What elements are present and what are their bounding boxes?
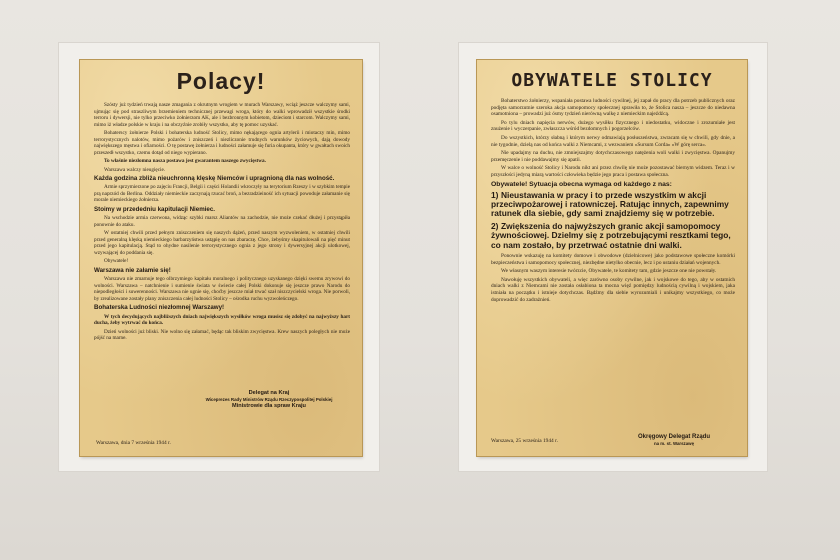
- right-poster-date: Warszawa, 25 września 1944 r.: [491, 438, 558, 444]
- right-poster-title: OBYWATELE STOLICY: [511, 70, 713, 91]
- right-heading-citizens: Obywatele! Sytuacja obecna wymaga od każdego z nas:: [491, 180, 672, 188]
- left-paragraph-8: Obywatele!: [104, 258, 129, 265]
- right-poster: [477, 60, 747, 456]
- right-signature-line-1: Okręgowy Delegat Rządu: [637, 434, 711, 440]
- left-paragraph-11: Dzień wolności już bliski. Nie wolno się załamać, będąc tak bliskim zwycięstwa. Krew naszych poległych nie może pójść na marne.: [94, 328, 350, 342]
- right-paragraph-4: Nie upadajmy na duchu, nie zmniejszajmy dotychczasowego natężenia woli walki i zwycięstwa. Opanujmy przemęczenie i nie poddawajmy się apatii.: [491, 150, 735, 163]
- right-list-item-2-text: Zwiększenia do najwyższych granic akcji samopomocy żywnościowej. Dzielmy się z potrzebującymi resztkami tego, co nam zostało, by przetrwać ostatnie dni walki.: [491, 220, 731, 250]
- right-paragraph-1: Bohaterstwo żołnierzy, wspaniała postawa ludności cywilnej, jej zapał do pracy dla potrzeb publicznych oraz podjęta samorzutnie szeroka akcja samopomocy społecznej sprawiła to, że Stolica nasza – jeszcze do niedawna osamotniona – prowadzi już ósmy tydzień nierówną walkę z niemieckim najeźdźcą.: [491, 98, 735, 118]
- right-signature-block: [619, 434, 729, 447]
- right-paragraph-5: W walce o wolność Stolicy i Narodu nikt ani przez chwilę nie może pozostawać biernym widzem. Teraz i w przyszłości jedyną miarą wartości człowieka będzie jego praca i postawa społeczna.: [491, 165, 735, 178]
- left-paragraph-2: Bohaterscy żołnierze Polski i bohaterska ludność Stolicy, mimo nękającego ognia artylerii i miotaczy min, mimo terrorystycznych nalotów, mimo pożarów i zniszczeń i niezliczonie trudnych warunków życiowych, dają dowody największego męstwa i ofiarności. O tę postawę żołnierza i ludności załamuje się furia okupanta, który w gwałtach swoich przeszedł wszystko, czemu dotąd od niego wypierano.: [94, 130, 350, 156]
- left-heading-warsaw-will-not-break: Warszawa nie załamie się!: [94, 266, 171, 274]
- left-signature-line-3: Ministrowie dla spraw Kraju: [232, 403, 306, 409]
- right-list-item-2: [491, 222, 735, 250]
- right-list-item-1: [491, 191, 735, 219]
- left-paragraph-3: To właśnie niezłomna nasza postawa jest gwarantem naszego zwycięstwa.: [104, 158, 266, 164]
- right-paragraph-2: Po tylu dniach napięcia nerwów, dużego wysiłku fizycznego i niedostatku, widoczne i zrozumiałe jest znużenie i wyczerpanie, zwłaszcza wśród bezdomnych i pogorzelców.: [491, 119, 735, 133]
- right-list-item-1-text: Nieustawania w pracy i to przede wszystkim w akcji przeciwpożarowej i ratowniczej. Ratując innych, zapewnimy ratunek dla siebie, gdy sami znajdziemy się w potrzebie.: [491, 189, 729, 219]
- left-paragraph-10: W tych decydujących najbliższych dniach największych wysiłków wroga musisz się zdobyć na najwyższy hart ducha, żeby wytrwać do końca.: [94, 313, 350, 327]
- left-paragraph-5: Armie sprzymierzone po zajęciu Francji, Belgii i części Holandii wkroczyły na terytorium Rzeszy i w szybkim tempie prą naprzód do Berlina. Oddziały niemieckie zaczynają rzucać broń, a bezradzieiność ich sytuacji powoduje załamanie się morale niemieckiego żołnierza.: [94, 184, 350, 204]
- left-poster: [80, 60, 362, 456]
- left-poster-title: Polacy!: [176, 68, 266, 94]
- left-paragraph-9: Warszawa nie zmarnuje tego olbrzymiego kapitału moralnego i politycznego uzyskanego dzięki swemu zrywowi do wolności. Warszawa – natchnienie i sumienie świata w świecie całej Polski dokonuje się jeszcze prawo Narodu do niepodległości i suwerenności. Warszawa nie ugnie się, choćby jeszcze miał trwać szał niszczycielski wroga. Nie porwoli, by zrealizowane zostały plany zniszczenia całej ludności Stolicy – ośrodka ruchu wyzwoleńczego.: [94, 276, 350, 302]
- right-paragraph-7: We własnym waszym interesie twórzcie, Obywatele, te komitety tam, gdzie jeszcze one nie powstały.: [501, 268, 717, 275]
- right-paragraph-6: Ponownie wskazuję na komitety domowe i obwodowe (dzielnicowe) jako podstawowe społeczne komórki bezpieczeństwa i samopomocy społecznej, niezbędne nietylko obecnie, lecz i po ustaniu działań wojennych.: [491, 252, 735, 266]
- left-signature-block: [194, 390, 344, 410]
- left-signature-line-1: Delegat na Kraj: [248, 390, 290, 396]
- left-paragraph-7: W ostatniej chwili przed pełnym zniszczeniem się naszych dążeń, przed naszym wyzwoleniem, w ostatniej chwili przed generalną klęską niemieckiego barbarzyństwa ustąpię on nas zbaraczę. Chce, żebyśmy skapitulowali na pięć minut przed jego kapitulacją. Stąd to ohydne nasilenie terrorystycznego ognia z jego strony i dywersyjnej akcji ulotkowej, wzywającej do poddania się.: [94, 230, 350, 256]
- right-list-item-1-number: 1): [491, 189, 499, 200]
- left-heading-heroic-population: Bohaterska Ludności niezłomnej Warszawy!: [94, 304, 225, 312]
- left-heading-capitulation: Stoimy w przededniu kapitulacji Niemiec.: [94, 205, 216, 213]
- left-paragraph-1: Szósty już tydzień trwają nasze zmagania z okrutnym wrogiem w murach Warszawy, wciąż jeszcze walczymy sami, ujmując się pod straszliwym brzemieniem technicznej przewagi wroga, który do walki wprowadził wszystkie środki terroru i dywersji, nie tylko przeciwko żołnierzom AK, ale i bezbronnym kobietom, dzieciom i starcom. Walczymy sami, mimo iż władze polskie w kraju i na obczyźnie zrobiły wszystko, aby tę pomoc uzyskać.: [94, 102, 350, 128]
- right-poster-body: [491, 98, 735, 305]
- left-paragraph-6: Na wschodzie armia czerwona, widząc szybki marsz Aliantów na zachodzie, nie może czekać dłużej i przystąpiła ponownie do ataku.: [94, 215, 350, 228]
- left-poster-date: Warszawa, dnia 7 września 1944 r.: [96, 440, 171, 446]
- left-paragraph-4: Warszawa walczy nieugięcie.: [104, 166, 166, 173]
- right-list-item-2-number: 2): [491, 220, 499, 231]
- right-paragraph-3: Do wszystkich, którzy słabną i którym nerwy odmawiają posłuszeństwa, zwracam się w chwili, gdy dnie, a nie tygodnie, dzielą nas od końca walki z Niemcami, z wezwaniem «Sursum Corda» «W górę serca».: [491, 134, 735, 148]
- left-heading-every-hour: Każda godzina zbliża nieuchronną klęskę Niemców i upragnioną dla nas wolność.: [94, 175, 335, 182]
- left-poster-body: [94, 102, 350, 344]
- left-signature-line-2: Wiceprezes Rady Ministrów Rządu Rzeczypospolitej Polskiej: [205, 397, 333, 402]
- right-paragraph-8: Nawołuję wszystkich obywateli, a więc zarówno osoby cywilne, jak i wojskowe do tego, aby w ostatnich dniach walki z Niemcami nie została osłabiona ta mocna więź pomiędzy ludnością cywilną i wojskiem, jaka istniała na początku i istnieje dotychczas. Bądźmy dla siebie wyrozumiali i unikajmy wszystkiego, co może doprowadzić do zadrażnień.: [491, 276, 735, 303]
- right-signature-line-2: na m. st. Warszawę: [653, 441, 695, 446]
